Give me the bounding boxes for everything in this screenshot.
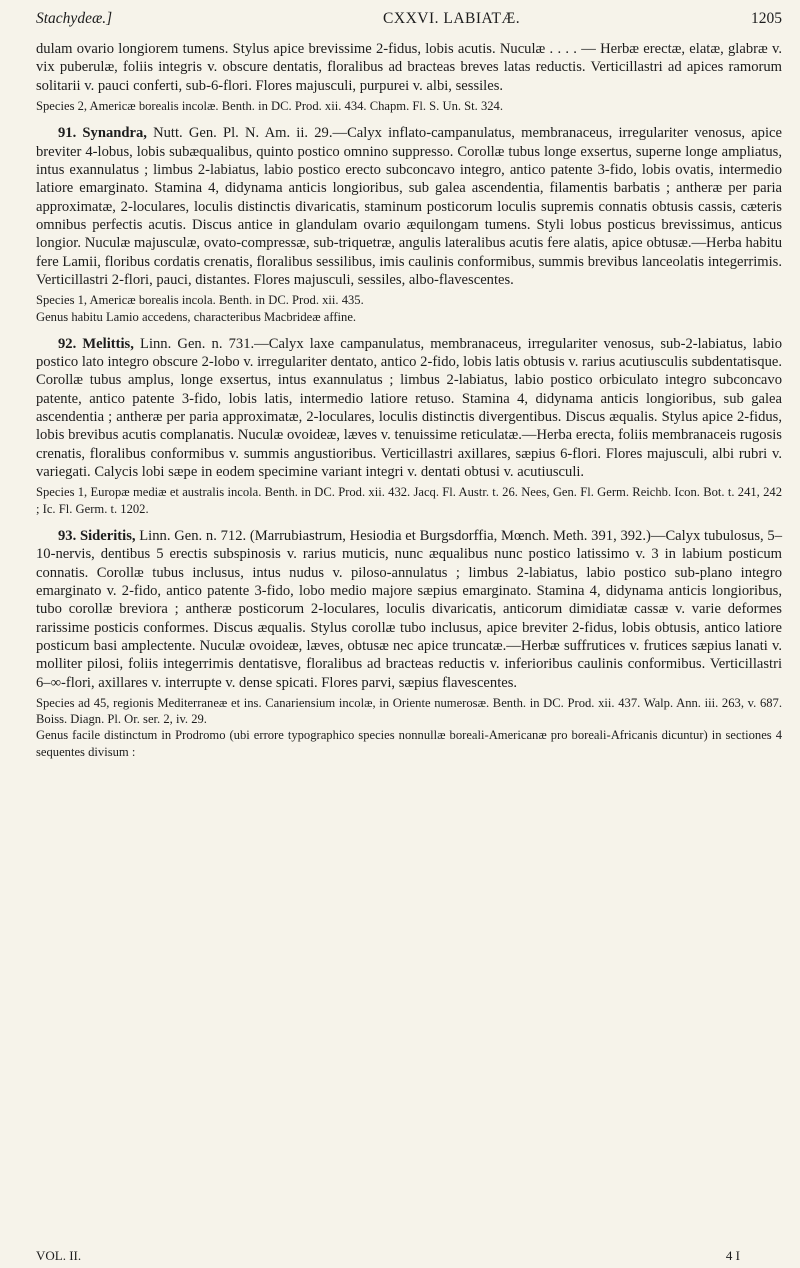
genus-heading: 91. Synandra, (58, 125, 147, 142)
paragraph-text: Nutt. Gen. Pl. N. Am. ii. 29.—Calyx inflato-campanulatus, membranaceus, irregulariter venosus, apice breviter 4-lobus, lobis subæqualibus, quinto postico omnino suppresso. Corollæ tubus longe exsertus, superne longe ampliatus, intus exannulatus ; limbus 2-labiatus, labio postico erecto subconcavo integro, antico patente 3-fido, lobis ovatis, intermedio latiore emarginato. Stamina 4, didynama anticis longioribus, sub galea ascendentia, filamentis barbatis ; antheræ per paria approximatæ, 2-loculares, loculis distinctis divaricatis, staminum posticorum loculis supremis connatis obtusis cassis, cæteris omnibus perfectis acutis. Discus antice in glandulam ovario æquilongam tumens. Styli lobus posticus brevissimus, anticus longior. Nuculæ majusculæ, ovato-compressæ, sub-triquetræ, angulis lateralibus acutis fere alatis, apice obtusæ.—Herba habitu fere Lamii, floribus cordatis crenatis, floralibus sessilibus, imis caulinis conformibus, summis brevibus lanceolatis integerrimis. Verticillastri 2-flori, pauci, distantes. Flores majusculi, sessiles, albo-flavescentes. (36, 125, 782, 288)
paragraph-text: Species ad 45, regionis Mediterraneæ et ins. Canariensium incolæ, in Oriente numerosæ. Benth. in DC. Prod. xii. 437. Walp. Ann. iii. 263, v. 687. Boiss. Diagn. Pl. Or. ser. 2, iv. 29. (36, 695, 782, 727)
header-family: CXXVI. LABIATÆ. (383, 10, 521, 27)
note-paragraph (36, 292, 782, 308)
genus-heading: 93. Sideritis, (58, 527, 136, 544)
page-footer (36, 1247, 740, 1265)
header-section: Stachydeæ.] (36, 10, 113, 27)
paragraph-text: Genus facile distinctum in Prodromo (ubi errore typographico species nonnullæ boreali-Americanæ pro boreali-Africanis dicuntur) in sectiones 4 sequentes divisum : (36, 728, 782, 759)
genus-paragraph (36, 527, 782, 692)
footer-volume: VOL. II. (36, 1248, 82, 1263)
note-paragraph (36, 98, 782, 114)
paragraph-text: Linn. Gen. n. 712. (Marrubiastrum, Hesiodia et Burgsdorffia, Mœnch. Meth. 391, 392.)—Calyx tubulosus, 5–10-nervis, dentibus 5 erectis subspinosis v. rarius muticis, nunc æqualibus nunc postico latissimo v. 3 in labium posticum connatis. Corollæ tubus inclusus, intus nudus v. piloso-annulatus ; limbus 2-labiatus, labio postico sub-plano integro emarginato v. 2-fido, antico patente 3-fido, lobo medio majore sæpius emarginato. Stamina 4, didynama anticis longioribus, tubo corollæ breviora ; antheræ posticorum 2-loculares, loculis divaricatis, anticorum dimidiatæ cassæ v. varie deformes rarissime posticis conformes. Discus æqualis. Stylus corollæ tubo inclusus, apice breviter 2-fidus, lobis obtusis, antico latiore posticum basi amplectente. Nuculæ ovoideæ, læves, obtusæ nec apice truncatæ.—Herbæ suffrutices v. frutices sæpius lanati v. molliter pilosi, foliis integerrimis dentatisve, floralibus ad bracteas reductis v. inferioribus caulinis conformibus. Verticillastri 6–∞-flori, axillares v. interrupte v. dense spicati. Flores parvi, sæpius flavescentes. (36, 527, 782, 691)
paragraph-text: Species 2, Americæ borealis incolæ. Benth. in DC. Prod. xii. 434. Chapm. Fl. S. Un. St. 324. (36, 99, 504, 114)
note-paragraph (36, 695, 782, 727)
genus-paragraph (36, 335, 782, 482)
paragraph-text: Linn. Gen. n. 731.—Calyx laxe campanulatus, membranaceus, irregulariter venosus, sub-2-labiatus, labio postico lato integro obscure 2-lobo v. irregulariter dentato, antico 2-fido, lobis latis obtusis v. rarius acutiusculis subdentatisque. Corollæ tubus amplus, longe exsertus, intus exannulatus ; limbus 2-labiatus, labio postico orbiculato integro subconcavo patente, antico patente 3-fido, lobis latis, intermedio latiore retuso. Stamina 4, didynama anticis longioribus, sub galea ascendentia ; antheræ per paria approximatæ, 2-loculares, loculis distinctis divergentibus. Discus æqualis. Stylus apice 2-fidus, lobis brevibus acutis complanatis. Nuculæ ovoideæ, læves v. tenuissime reticulatæ.—Herba erecta, foliis membranaceis rugosis crenatis, floralibus conformibus v. summis angustioribus. Verticillastri axillares, sæpius 6-flori. Flores majusculi, albi rubri v. variegati. Calycis lobi sæpe in eodem specimine variant integri v. dentati obtusi v. acutiusculi. (36, 335, 782, 481)
page-body (36, 40, 782, 760)
running-header (36, 10, 782, 40)
paragraph-text: Genus habitu Lamio accedens, characteribus Macbrideæ affine. (36, 309, 357, 324)
note-paragraph (36, 727, 782, 759)
genus-heading: 92. Melittis, (58, 335, 134, 352)
paragraph-text: dulam ovario longiorem tumens. Stylus apice brevissime 2-fidus, lobis acutis. Nuculæ . . . . — Herbæ erectæ, elatæ, glabræ v. vix puberulæ, foliis integris v. obscure dentatis, floralibus ad bracteas breves latas reductis. Verticillastri ad apices ramorum solitarii v. pauci conferti, sub-6-flori. Flores majusculi, purpurei v. albi, sessiles. (36, 41, 782, 94)
note-paragraph (36, 309, 782, 325)
genus-paragraph (36, 124, 782, 289)
genus-paragraph (36, 40, 782, 95)
note-paragraph (36, 484, 782, 516)
paragraph-text: Species 1, Europæ mediæ et australis incola. Benth. in DC. Prod. xii. 432. Jacq. Fl. Austr. t. 26. Nees, Gen. Fl. Germ. Reichb. Icon. Bot. t. 241, 242 ; Ic. Fl. Germ. t. 1202. (36, 485, 782, 516)
paragraph-text: Species 1, Americæ borealis incola. Benth. in DC. Prod. xii. 435. (36, 293, 364, 308)
footer-signature: 4 I (725, 1248, 740, 1263)
header-page-number: 1205 (750, 10, 782, 27)
